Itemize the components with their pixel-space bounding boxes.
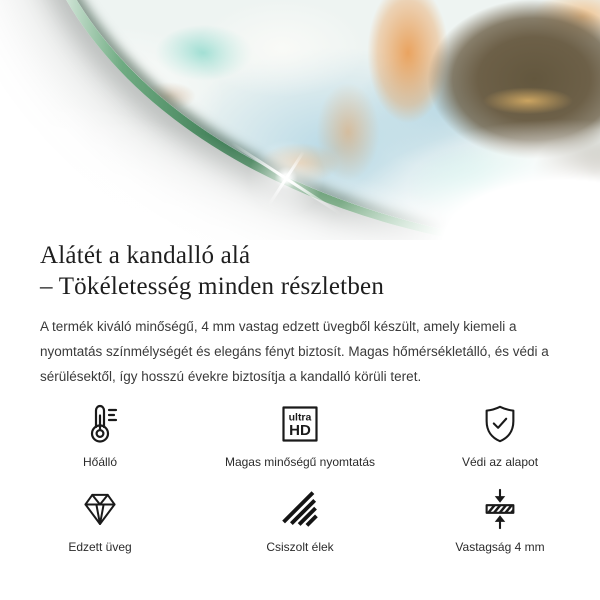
feature-print-quality bbox=[200, 401, 400, 470]
ultra-hd-icon bbox=[280, 401, 320, 447]
feature-label: Magas minőségű nyomtatás bbox=[224, 455, 376, 469]
shield-check-icon bbox=[479, 401, 521, 447]
feature-label: Hőálló bbox=[82, 455, 118, 469]
feature-label: Védi az alapot bbox=[461, 455, 539, 469]
feature-base-protection bbox=[400, 401, 600, 470]
feature-tempered-glass bbox=[0, 486, 200, 555]
page-title bbox=[40, 240, 560, 302]
page-title-line2: – Tökéletesség minden részletben bbox=[40, 273, 385, 300]
marble-print bbox=[33, 0, 600, 240]
thermometer-icon bbox=[78, 401, 122, 447]
feature-label: Vastagság 4 mm bbox=[455, 540, 545, 554]
feature-polished-edges bbox=[200, 486, 400, 555]
product-description: A termék kiváló minőségű, 4 mm vastag edzett üvegből készült, amely kiemeli a nyomtatás színmélységét és elegáns fényt biztosít. Magas hőmérsékletálló, és védi a sérülésektől, így hosszú évekre biztosítja a kandalló körüli teret. bbox=[40, 319, 549, 384]
thickness-arrows-icon bbox=[479, 486, 521, 532]
polished-edges-icon bbox=[281, 486, 319, 532]
feature-thickness bbox=[400, 486, 600, 555]
diamond-icon bbox=[80, 486, 120, 532]
ultra-hd-icon-text-bottom: HD bbox=[289, 422, 311, 439]
hero-product-image bbox=[0, 0, 600, 240]
feature-heat-resistant bbox=[0, 401, 200, 470]
ultra-hd-icon-text-top: ultra bbox=[288, 411, 312, 424]
product-info-section bbox=[0, 240, 600, 555]
glass-disc bbox=[33, 0, 600, 240]
feature-label: Edzett üveg bbox=[68, 540, 132, 554]
feature-label: Csiszolt élek bbox=[266, 540, 334, 554]
feature-grid bbox=[0, 401, 600, 555]
page-title-line1: Alátét a kandalló alá bbox=[40, 242, 251, 269]
